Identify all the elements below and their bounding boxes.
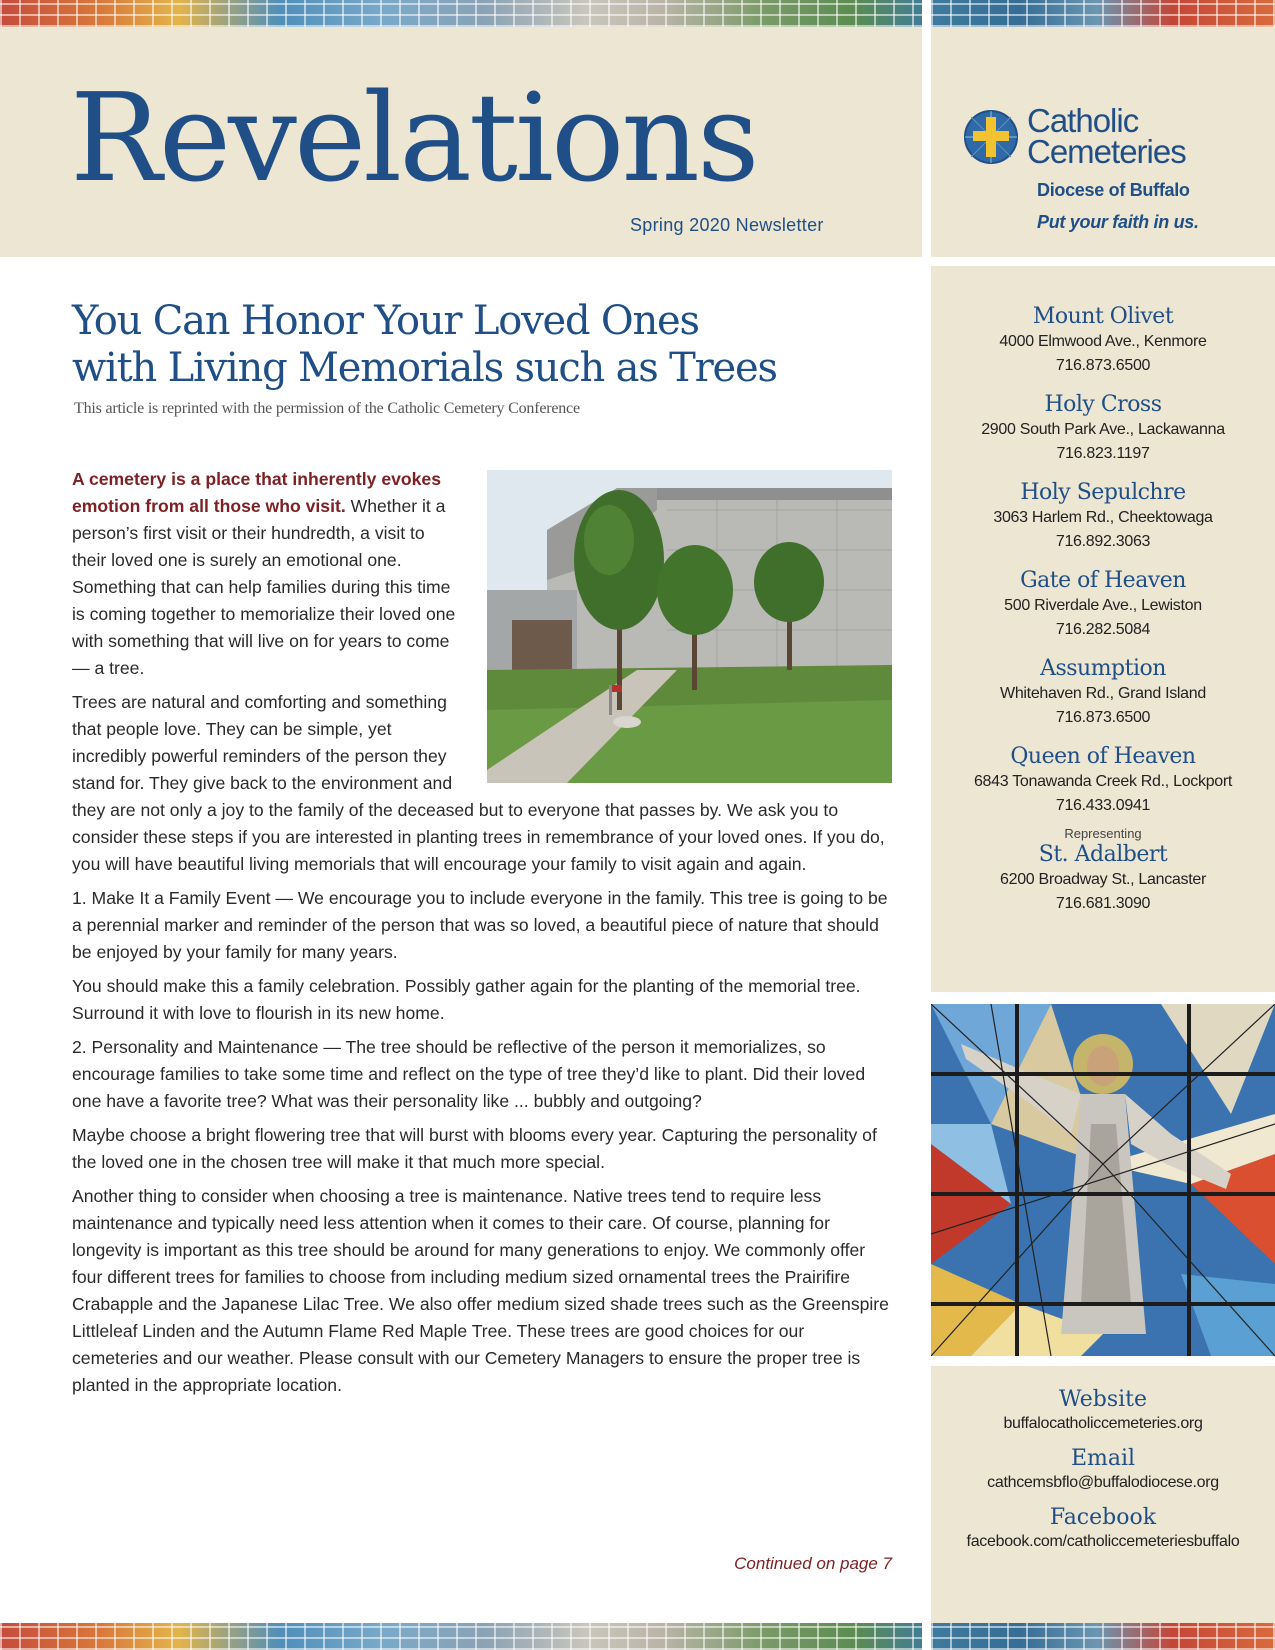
location-name: Assumption [1040, 656, 1166, 681]
location-name: Holy Cross [1044, 392, 1162, 417]
article-body [72, 466, 892, 1406]
logo-subtitle: Diocese of Buffalo [1037, 180, 1190, 200]
location-phone: 716.873.6500 [1055, 357, 1151, 374]
logo-wordmark [1027, 102, 1186, 170]
masthead-title: Revelations [70, 67, 757, 209]
location-item [931, 567, 1275, 642]
stained-glass-image [931, 1004, 1275, 1356]
column-gutter [922, 1623, 931, 1650]
location-address: Whitehaven Rd., Grand Island [1000, 685, 1206, 702]
location-item [931, 655, 1275, 730]
mosaic-border-bottom [0, 1623, 1275, 1650]
location-item [931, 303, 1275, 378]
representing-label: Representing [1064, 826, 1142, 841]
headline-line-2: with Living Memorials such as Trees [72, 345, 777, 391]
website-label: Website [1058, 1387, 1148, 1412]
facebook-link[interactable]: facebook.com/catholiccemeteriesbuffalo [966, 1533, 1240, 1550]
contact-panel [931, 1366, 1275, 1623]
location-address: 4000 Elmwood Ave., Kenmore [999, 333, 1207, 350]
article-header [72, 298, 892, 418]
location-address: 500 Riverdale Ave., Lewiston [1004, 597, 1202, 614]
paragraph-2: Trees are natural and comforting and something that people love. They can be simple, yet incredibly powerful reminders of the person they stand for. They give back to the environment and they are not only a joy to the family of the deceased but to everyone that passes by. We ask you to consider these steps if you are interested in planting trees in remembrance of your loved ones. If you do, you will have beautiful living memorials that will encourage your family to visit again and again. [72, 692, 885, 874]
location-item [931, 743, 1275, 818]
contact-list [931, 1386, 1275, 1563]
location-address: 3063 Harlem Rd., Cheektowaga [993, 509, 1213, 526]
mausoleum-trees-photo [487, 470, 892, 783]
email-label: Email [1070, 1446, 1136, 1471]
location-name: Queen of Heaven [1010, 744, 1196, 769]
column-gutter [922, 0, 931, 27]
paragraph-4: You should make this a family celebration. Possibly gather again for the planting of the memorial tree. Surround it with love to flourish in its new home. [72, 976, 861, 1023]
location-item [931, 391, 1275, 466]
reprint-note: This article is reprinted with the permission of the Catholic Cemetery Conference [74, 400, 580, 417]
cross-emblem-icon [963, 109, 1019, 165]
paragraph-3: 1. Make It a Family Event — We encourage you to include everyone in the family. This tree is going to be a perennial marker and reminder of the person that was so loved, a beautiful piece of nature that should be enjoyed by your family for many years. [72, 888, 888, 962]
paragraph-7: Another thing to consider when choosing a tree is maintenance. Native trees tend to require less maintenance and typically need less attention when it comes to their care. Of course, planning for longevity is important as this tree should be around for many generations to enjoy. We commonly offer four different trees for families to choose from including medium sized ornamental trees the Prairifire Crabapple and the Japanese Lilac Tree. We also offer medium sized shade trees such as the Greenspire Littleleaf Linden and the Autumn Flame Red Maple Tree. These trees are good choices for our cemeteries and our weather. Please consult with our Cemetery Managers to ensure the proper tree is planted in the appropriate location. [72, 1186, 889, 1395]
location-phone: 716.823.1197 [1056, 445, 1150, 462]
logo-tagline: Put your faith in us. [1037, 212, 1199, 232]
logo-line-1: Catholic [1027, 102, 1139, 139]
location-phone: 716.892.3063 [1055, 533, 1151, 550]
issue-label: Spring 2020 Newsletter [630, 215, 824, 235]
location-item [931, 479, 1275, 554]
location-name: Mount Olivet [1032, 304, 1174, 329]
email-link[interactable]: cathcemsbflo@buffalodiocese.org [987, 1474, 1219, 1491]
paragraph-5: 2. Personality and Maintenance — The tree should be reflective of the person it memorializes, so encourage families to take some time and reflect on the type of tree they’d like to plant. Did their loved one have a favorite tree? What was their personality like ... bubbly and outgoing? [72, 1037, 866, 1111]
location-name: Gate of Heaven [1020, 568, 1186, 593]
location-name: Holy Sepulchre [1020, 480, 1186, 505]
logo-panel [931, 27, 1275, 257]
location-address: 6843 Tonawanda Creek Rd., Lockport [973, 773, 1233, 790]
masthead-panel [0, 27, 922, 257]
logo-line-2: Cemeteries [1027, 133, 1186, 170]
location-address: 6200 Broadway St., Lancaster [1000, 871, 1206, 888]
continued-note: Continued on page 7 [734, 1554, 892, 1573]
location-phone: 716.433.0941 [1055, 797, 1151, 814]
paragraph-1-text: Whether it a person’s first visit or their hundredth, a visit to their loved one is surely an emotional one. Something that can help families during this time is coming together to memorialize their loved one with something that will live on for years to come — a tree. [72, 496, 456, 678]
location-phone: 716.681.3090 [1055, 895, 1151, 912]
website-link[interactable]: buffalocatholiccemeteries.org [1003, 1415, 1203, 1432]
location-address: 2900 South Park Ave., Lackawanna [981, 421, 1225, 438]
article-headline [72, 298, 892, 392]
headline-line-1: You Can Honor Your Loved Ones [72, 298, 699, 344]
location-phone: 716.873.6500 [1055, 709, 1151, 726]
location-phone: 716.282.5084 [1055, 621, 1151, 638]
mosaic-border-top [0, 0, 1275, 27]
paragraph-6: Maybe choose a bright flowering tree that will burst with blooms every year. Capturing the personality of the loved one in the chosen tree will make it that much more special. [72, 1125, 877, 1172]
locations-panel [931, 266, 1275, 992]
locations-list [931, 303, 1275, 929]
location-name: St. Adalbert [1038, 842, 1168, 867]
lead-in: A cemetery is a place that inherently evokes emotion from all those who visit. [72, 469, 441, 516]
facebook-label: Facebook [1049, 1505, 1157, 1530]
location-item-representing [931, 827, 1275, 916]
